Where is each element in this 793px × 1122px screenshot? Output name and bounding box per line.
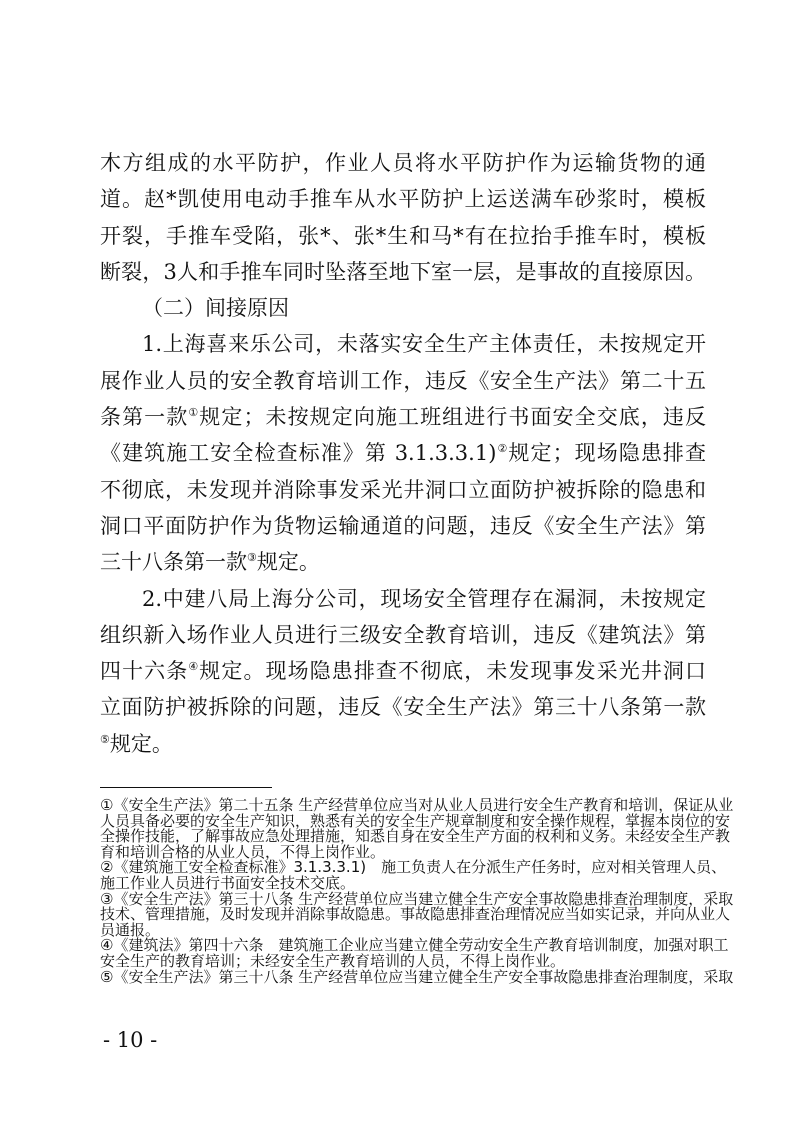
text: 四十六条	[100, 659, 189, 684]
footnote-separator	[100, 787, 272, 789]
section-heading: （二）间接原因	[142, 296, 289, 321]
footnote-ref[interactable]: ①	[188, 406, 200, 420]
footnotes	[100, 796, 734, 986]
body-line	[100, 544, 706, 580]
body-line: 不彻底，未发现并消除事发采光井洞口立面防护被拆除的隐患和	[100, 477, 706, 502]
footnote-ref[interactable]: ③	[247, 551, 257, 565]
text: 《建筑施工安全检查标准》第 3.1.3.3.1)	[100, 441, 497, 466]
footnote-ref[interactable]: ④	[188, 660, 200, 674]
footnote-line: 全操作技能，了解事故应急处理措施，知悉自身在安全生产方面的权利和义务。未经安全生产教	[100, 827, 731, 846]
page-number: - 10 -	[103, 1028, 158, 1052]
footnote-ref[interactable]: ②	[496, 442, 509, 456]
body-line	[100, 726, 706, 762]
body-line	[100, 653, 706, 689]
footnote-line: 安全生产的教育培训；未经安全生产教育培训的人员，不得上岗作业。	[100, 951, 566, 970]
text: 规定。	[109, 731, 173, 756]
footnote-line: ④《建筑法》第四十六条 建筑施工企业应当建立健全劳动安全生产教育培训制度，加强对职工	[100, 936, 729, 955]
footnote-ref[interactable]: ⑤	[100, 732, 110, 746]
body-line: 2.中建八局上海分公司，现场安全管理存在漏洞，未按规定	[142, 586, 706, 611]
footnote-line: ①《安全生产法》第二十五条 生产经营单位应当对从业人员进行安全生产教育和培训，保证从业	[100, 796, 734, 814]
body-line: 道。赵*凯使用电动手推车从水平防护上运送满车砂浆时，模板	[100, 187, 706, 212]
body-line: 断裂，3人和手推车同时坠落至地下室一层，是事故的直接原因。	[100, 259, 706, 284]
footnote-line: ③《安全生产法》第三十八条 生产经营单位应当建立健全生产安全事故隐患排查治理制度，采取	[100, 889, 734, 908]
text: 规定；未按规定向施工班组进行书面安全交底，违反	[199, 405, 707, 430]
text: 条第一款	[100, 405, 189, 430]
body-line: 开裂，手推车受陷，张*、张*生和马*有在拉抬手推车时，模板	[100, 223, 706, 248]
footnote-line: ②《建筑施工安全检查标准》3.1.3.3.1) 施工负责人在分派生产任务时，应对相关管理人员、	[100, 858, 727, 877]
footnote-line: 员通报。	[100, 920, 161, 939]
body-line: 1.上海喜来乐公司，未落实安全生产主体责任，未按规定开	[142, 332, 706, 357]
footnote-line: 技术、管理措施，及时发现并消除事故隐患。事故隐患排查治理情况应当如实记录，并向从业人	[100, 905, 731, 924]
document-body	[100, 145, 706, 762]
body-line	[100, 399, 706, 435]
body-line	[100, 435, 706, 471]
footnote-line: 育和培训合格的从业人员，不得上岗作业。	[100, 842, 386, 861]
text: 规定。现场隐患排查不彻底，未发现事发采光井洞口	[199, 659, 707, 684]
footnote-line: 人员具备必要的安全生产知识，熟悉有关的安全生产规章制度和安全操作规程，掌握本岗位的安	[100, 811, 731, 830]
body-line: 木方组成的水平防护，作业人员将水平防护作为运输货物的通	[100, 151, 706, 175]
body-line: 展作业人员的安全教育培训工作，违反《安全生产法》第二十五	[100, 368, 706, 393]
body-line: 洞口平面防护作为货物运输通道的问题，违反《安全生产法》第	[100, 513, 706, 538]
text: 规定；现场隐患排查	[508, 441, 707, 466]
footnote-line: 施工作业人员进行书面安全技术交底。	[100, 873, 356, 892]
footnote-line: ⑤《安全生产法》第三十八条 生产经营单位应当建立健全生产安全事故隐患排查治理制度，采取	[100, 967, 734, 986]
body-line: 组织新入场作业人员进行三级安全教育培训，违反《建筑法》第	[100, 622, 706, 647]
text: 规定。	[256, 550, 320, 575]
text: 三十八条第一款	[100, 550, 247, 575]
body-line: 立面防护被拆除的问题，违反《安全生产法》第三十八条第一款	[100, 695, 706, 720]
